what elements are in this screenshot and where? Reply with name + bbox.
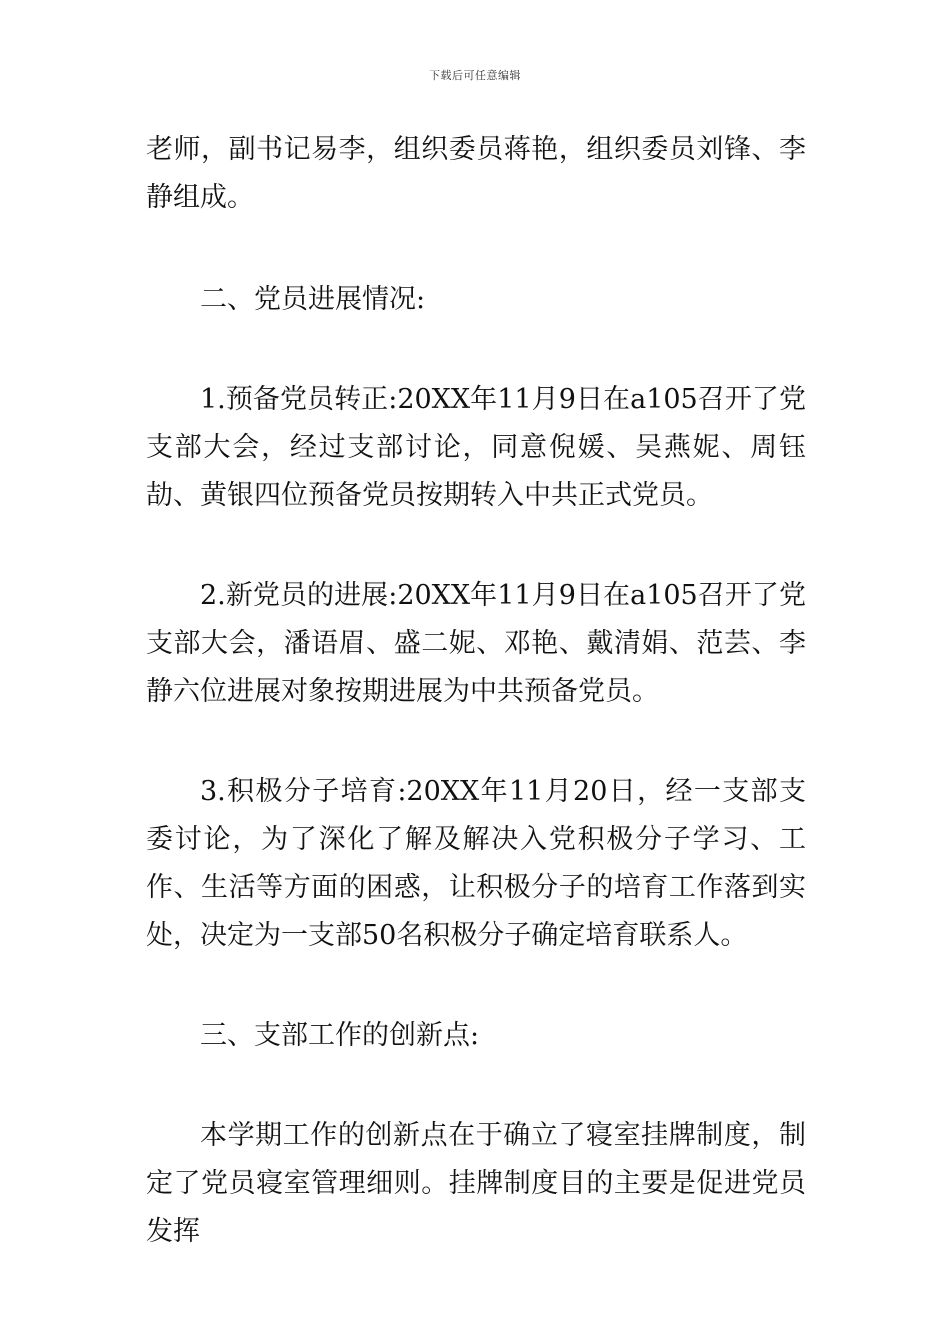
- section-heading-innovation: 三、支部工作的创新点:: [200, 1020, 480, 1051]
- paragraph-innovation: 本学期工作的创新点在于确立了寝室挂牌制度，制定了党员寝室管理细则。挂牌制度目的主要是促进党员发挥: [146, 1120, 806, 1247]
- header-note: 下载后可任意编辑: [429, 69, 521, 82]
- section-heading-member-progress: 二、党员进展情况:: [200, 284, 426, 315]
- document-body: [146, 126, 806, 1256]
- list-item-probationary-conversion: 1.预备党员转正:20XX年11月9日在a105召开了党支部大会，经过支部讨论，同意倪媛、吴燕妮、周钰劼、黄银四位预备党员按期转入中共正式党员。: [146, 384, 806, 511]
- list-item-new-members: 2.新党员的进展:20XX年11月9日在a105召开了党支部大会，潘语眉、盛二妮、邓艳、戴清娟、范芸、李静六位进展对象按期进展为中共预备党员。: [146, 580, 806, 707]
- paragraph-continuation: 老师，副书记易李，组织委员蒋艳，组织委员刘锋、李静组成。: [146, 134, 806, 213]
- list-item-activist-training: 3.积极分子培育:20XX年11月20日，经一支部支委讨论，为了深化了解及解决入党积极分子学习、工作、生活等方面的困惑，让积极分子的培育工作落到实处，决定为一支部50名积极分子确定培育联系人。: [146, 776, 806, 951]
